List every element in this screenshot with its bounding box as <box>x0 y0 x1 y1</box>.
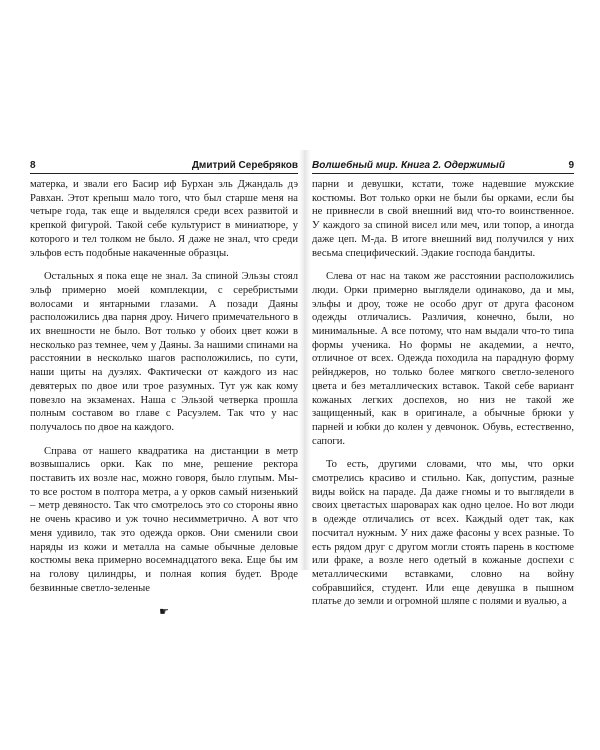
right-page-number: 9 <box>568 160 574 171</box>
pointing-hand-icon: ☛ <box>159 605 169 619</box>
right-page <box>312 160 574 619</box>
right-header-title: Волшебный мир. Книга 2. Одержимый <box>312 160 505 171</box>
left-running-head <box>30 160 298 174</box>
paragraph: Слева от нас на таком же расстоянии расположились люди. Орки примерно выглядели одинаково, да и мы, эльфы и дроу, тоже не особо друг от друга фасоном одежды отличались. Различия, конечно, были, но минимальные. А все потому, что нам выдали что-то типа формы ученика. Но формы не академии, а нечто, отличное от всех. Одежда походила на парадную форму рейнджеров, но только более мягкого светло-зеленого цвета и без металлических вставок. Такой себе вариант кожаных легких доспехов, но низ не такой же защищенный, как в оригинале, а обычные брюки у парней и юбки до колен у девчонок. Обувь, естественно, сапоги. <box>312 271 574 447</box>
paragraph: Остальных я пока еще не знал. За спиной Эльзы стоял эльф примерно моей комплекции, с серебристыми волосами и янтарными глазами. А позади Даяны расположились два парня дроу. Ничего примечательного в их внешности не было. Вот только у обоих цвет кожи в несколько раз темнее, чем у Даяны. За нашими спинами на расстоянии в несколько шагов расположились, по сути, наши щиты на дуэлях. Фактически от каждого из нас девятерых по двое или трое разумных. Тут уж как кому повезло на экзаменах. Наша с Эльзой четверка прошла полным составом во главе с Расуэлем. Так что у нас получалось по двое на каждого. <box>30 271 298 433</box>
left-header-title: Дмитрий Серебряков <box>191 160 298 171</box>
paragraph: парни и девушки, кстати, тоже надевшие мужские костюмы. Вот только орки не были бы орками, если бы не привнесли в свой внешний вид что-то воинственное. У каждого за спиной висел или меч, или топор, а иногда даже цеп. М-да. В итоге внешний вид получился у них весьма специфический. Эдакие господа бандиты. <box>312 179 574 259</box>
left-page-number: 8 <box>30 160 36 171</box>
right-page-body <box>312 178 574 609</box>
right-running-head <box>312 160 574 174</box>
book-gutter <box>299 150 311 570</box>
paragraph: Справа от нашего квадратика на дистанции в метр возвышались орки. Как по мне, решение ректора поставить их возле нас, можно говоря, было глупым. Мы-то все ростом в полтора метра, а у орков самый низенький – метр девяносто. Так что смотрелось это со стороны явно не очень красиво и уж точно несимметрично. А вот что меня удивило, так это одежда орков. Они сменили свои наряды из кожи и металла на самые обычные деловые костюмы века примерно восемнадцатого века. Еще бы им на голову цилиндры, и полная копия будет. Вроде безвинные светло-зеленые <box>30 445 298 594</box>
left-page-body <box>30 178 298 619</box>
paragraph: матерка, и звали его Басир иф Бурхан эль Джандаль дэ Равхан. Этот крепыш мало того, что был старше меня на четыре года, так еще и выделялся среди всех развитой и крепкой фигурой. Такой себе культурист в миниатюре, у которого и тел толком не было. Я даже не знал, что среди эльфов есть подобные накаченные образцы. <box>30 179 298 259</box>
left-page <box>30 160 298 619</box>
paragraph: То есть, другими словами, что мы, что орки смотрелись красиво и стильно. Как, допустим, разные виды войск на параде. Да даже гномы и то выглядели в своих цветастых шароварах как одно целое. Но вот люди в одежде отличались от всех. Каждый одет так, как посчитал нужным. У них даже фасоны у всех разные. То есть рядом друг с другом могли стоять парень в костюме или фраке, а возле него одетый в кожаные доспехи с металлическими вставками, словно на войну собравшийся, студент. Или еще девушка в пышном платье до земли и огромной шляпе с полями и вуалью, а <box>312 459 574 608</box>
